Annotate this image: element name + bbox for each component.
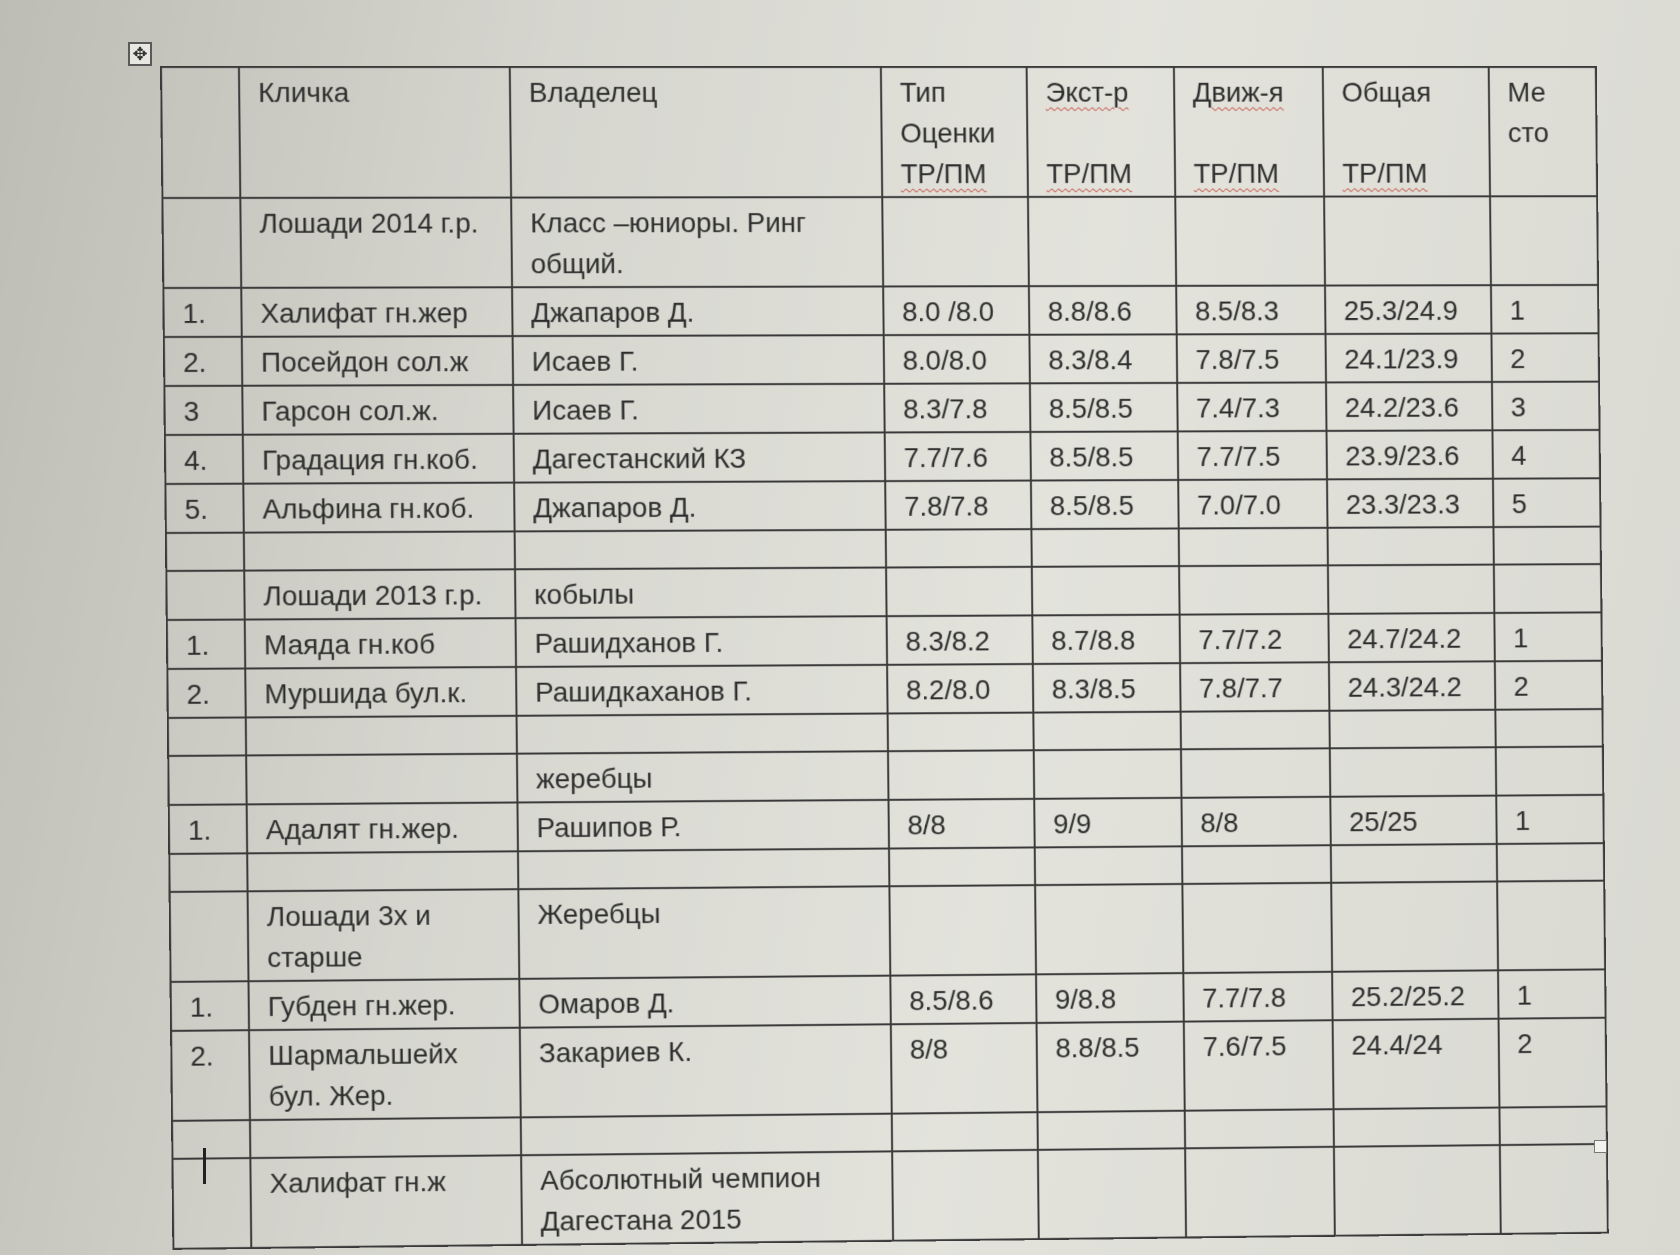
header-name: Кличка	[239, 67, 511, 198]
text-cursor	[203, 1148, 206, 1184]
cell-place: 4	[1492, 430, 1600, 479]
cell-place: 2	[1495, 661, 1603, 710]
cell-place: 1	[1494, 612, 1602, 661]
cell-name: Муршида бул.к.	[245, 667, 516, 718]
cell-owner	[517, 713, 888, 753]
cell-total: 25.2/25.2	[1332, 970, 1498, 1020]
cell-owner: Абсолютный чемпион Дагестана 2015	[521, 1151, 893, 1245]
cell-name	[247, 851, 518, 891]
cell-owner: Класс –юниоры. Ринг общий.	[511, 197, 883, 287]
cell-total: 25/25	[1330, 796, 1496, 846]
cell-type: 8.0/8.0	[884, 335, 1030, 384]
cell-num	[166, 533, 244, 571]
cell-num	[168, 755, 246, 805]
cell-ext	[1035, 884, 1183, 974]
cell-num: 2.	[164, 337, 242, 386]
cell-type: 8.2/8.0	[887, 664, 1033, 713]
cell-type: 8/8	[891, 1023, 1038, 1114]
cell-num	[172, 1120, 250, 1159]
cell-type	[888, 713, 1034, 752]
cell-place	[1497, 881, 1605, 971]
cell-owner: кобылы	[515, 568, 887, 619]
cell-place	[1499, 1106, 1606, 1145]
cell-num	[166, 571, 244, 620]
cell-owner: Закариев К.	[520, 1024, 892, 1117]
cell-place: 1	[1498, 969, 1606, 1018]
cell-type	[892, 1150, 1039, 1241]
cell-ext	[1034, 749, 1182, 799]
cell-move: 7.8/7.5	[1177, 334, 1326, 383]
cell-owner: Рашидкаханов Г.	[516, 665, 888, 716]
cell-name	[250, 1117, 521, 1158]
cell-ext: 9/8.8	[1036, 973, 1184, 1023]
cell-move	[1179, 528, 1328, 566]
cell-name: Лошади 3х и старше	[248, 889, 520, 981]
cell-name: Градация гн.коб.	[243, 434, 514, 484]
cell-name: Лошади 2013 г.р.	[244, 569, 515, 619]
cell-name	[244, 531, 515, 570]
cell-name: Гарсон сол.ж.	[242, 385, 513, 435]
cell-total: 23.3/23.3	[1327, 479, 1493, 528]
cell-owner: Джапаров Д.	[514, 481, 886, 531]
cell-move	[1181, 711, 1330, 750]
cell-move: 7.0/7.0	[1178, 479, 1327, 528]
cell-total	[1329, 710, 1495, 749]
section-row	[162, 196, 1598, 288]
cell-num	[168, 717, 246, 755]
cell-ext: 8.5/8.5	[1031, 480, 1179, 529]
cell-total: 23.9/23.6	[1327, 430, 1493, 479]
cell-owner: Исаев Г.	[513, 335, 885, 385]
cell-total	[1328, 565, 1494, 614]
cell-type	[882, 197, 1029, 287]
cell-ext	[1038, 1148, 1186, 1239]
cell-total: 24.2/23.6	[1326, 382, 1492, 431]
cell-name: Халифат гн.ж	[250, 1155, 522, 1248]
cell-name: Губден гн.жер.	[248, 979, 519, 1030]
table-move-handle-icon[interactable]: ✥	[128, 42, 152, 66]
cell-total: 24.1/23.9	[1326, 334, 1492, 383]
cell-name: Альфина гн.коб.	[243, 483, 514, 533]
cell-move	[1182, 883, 1332, 973]
cell-ext: 8.3/8.5	[1033, 663, 1181, 712]
cell-owner: Рашипов Р.	[517, 800, 889, 851]
cell-total	[1330, 747, 1496, 797]
cell-ext	[1031, 528, 1179, 566]
cell-num	[162, 198, 241, 288]
header-movement: Движ-я ТР/ПМ	[1174, 67, 1324, 197]
cell-total	[1324, 196, 1491, 285]
cell-type: 8.3/7.8	[884, 383, 1030, 432]
cell-ext	[1037, 1111, 1185, 1150]
cell-place: 2	[1491, 333, 1599, 382]
cell-move: 7.4/7.3	[1177, 382, 1326, 431]
cell-type	[889, 885, 1036, 976]
cell-type: 8.5/8.6	[890, 974, 1036, 1024]
cell-name	[246, 716, 517, 756]
cell-move	[1181, 748, 1330, 797]
cell-name	[246, 754, 517, 805]
cell-place	[1493, 527, 1600, 565]
cell-place	[1495, 709, 1602, 747]
cell-num: 1.	[167, 620, 245, 669]
cell-owner: Джапаров Д.	[512, 286, 884, 336]
cell-type: 8.0 /8.0	[883, 286, 1029, 335]
cell-ext	[1032, 566, 1180, 615]
cell-type	[886, 567, 1032, 616]
header-num	[161, 67, 240, 198]
cell-num: 4.	[165, 435, 243, 484]
cell-num	[170, 891, 249, 982]
cell-ext	[1033, 712, 1181, 751]
header-row	[161, 67, 1597, 198]
table-row	[164, 333, 1599, 386]
cell-owner: жеребцы	[517, 751, 889, 802]
cell-move: 8.5/8.3	[1176, 286, 1325, 335]
cell-name: Маяда гн.коб	[245, 618, 516, 668]
section-row	[172, 1144, 1607, 1249]
cell-place	[1500, 1144, 1608, 1234]
table-row	[171, 1018, 1606, 1121]
cell-num: 3	[164, 386, 242, 435]
cell-total	[1334, 1145, 1501, 1236]
cell-num: 2.	[171, 1030, 250, 1121]
cell-type	[892, 1112, 1038, 1151]
cell-place	[1497, 843, 1604, 881]
cell-ext: 8.8/8.5	[1037, 1022, 1185, 1113]
cell-type: 8.3/8.2	[887, 615, 1033, 664]
cell-ext: 8.5/8.5	[1030, 383, 1178, 432]
cell-ext	[1028, 197, 1176, 286]
cell-type	[886, 529, 1032, 567]
cell-num: 1.	[171, 981, 249, 1031]
cell-move	[1185, 1109, 1334, 1148]
header-total: Общая ТР/ПМ	[1323, 67, 1490, 197]
cell-total: 24.4/24	[1333, 1019, 1500, 1110]
cell-move: 7.7/7.5	[1178, 431, 1327, 480]
cell-type: 7.7/7.6	[885, 432, 1031, 481]
cell-num	[172, 1158, 251, 1249]
cell-num: 2.	[167, 669, 245, 718]
cell-place: 1	[1496, 795, 1604, 844]
results-table	[160, 66, 1609, 1250]
cell-type: 8/8	[888, 799, 1034, 849]
header-exterior: Экст-р ТР/ПМ	[1027, 67, 1176, 197]
cell-place: 5	[1493, 478, 1601, 527]
header-place: Ме сто	[1489, 67, 1597, 196]
cell-total	[1331, 844, 1497, 883]
cell-name: Адалят гн.жер.	[247, 802, 518, 853]
cell-place: 2	[1499, 1018, 1607, 1108]
cell-name: Лошади 2014 г.р.	[240, 198, 512, 288]
table-resize-handle[interactable]	[1594, 1140, 1607, 1153]
cell-type: 7.8/7.8	[885, 481, 1031, 530]
cell-ext: 8.3/8.4	[1029, 334, 1177, 383]
cell-move: 7.6/7.5	[1184, 1020, 1334, 1110]
header-owner: Владелец	[510, 67, 882, 198]
cell-num: 1.	[163, 288, 241, 337]
cell-owner: Жеребцы	[518, 886, 890, 979]
cell-name: Шармальшейх бул. Жер.	[249, 1028, 521, 1120]
cell-ext	[1035, 846, 1183, 885]
cell-move	[1185, 1147, 1335, 1238]
cell-owner: Исаев Г.	[513, 384, 885, 434]
cell-place: 1	[1491, 285, 1599, 334]
cell-place	[1496, 747, 1604, 796]
cell-owner	[518, 849, 889, 890]
cell-num: 5.	[165, 484, 243, 533]
cell-move	[1175, 197, 1325, 286]
cell-num	[169, 853, 247, 892]
cell-ext: 8.8/8.6	[1029, 286, 1177, 335]
cell-move: 7.7/7.2	[1180, 614, 1329, 663]
cell-total	[1331, 881, 1498, 971]
cell-move: 8/8	[1181, 797, 1330, 847]
cell-place: 3	[1492, 382, 1600, 431]
cell-total: 25.3/24.9	[1325, 285, 1491, 334]
table-row	[164, 382, 1599, 435]
section-row	[166, 564, 1601, 620]
cell-owner	[515, 530, 886, 570]
cell-owner: Омаров Д.	[519, 976, 891, 1028]
table-row	[165, 430, 1600, 484]
cell-total	[1328, 527, 1494, 565]
cell-name: Посейдон сол.ж	[242, 336, 513, 386]
cell-owner	[521, 1114, 892, 1156]
cell-type	[888, 750, 1034, 800]
section-row	[170, 881, 1605, 982]
cell-name: Халифат гн.жер	[241, 287, 512, 337]
cell-ext: 9/9	[1034, 798, 1182, 848]
cell-move	[1182, 845, 1331, 884]
cell-place	[1490, 196, 1598, 285]
cell-type	[889, 847, 1035, 886]
cell-move	[1179, 565, 1328, 614]
cell-total	[1334, 1108, 1500, 1147]
header-type: Тип Оценки ТР/ПМ	[881, 67, 1028, 197]
cell-move: 7.7/7.8	[1183, 972, 1332, 1022]
cell-owner: Дагестанский КЗ	[514, 432, 886, 482]
cell-total: 24.7/24.2	[1328, 613, 1494, 662]
cell-ext: 8.5/8.5	[1030, 431, 1178, 480]
cell-total: 24.3/24.2	[1329, 661, 1495, 710]
cell-place	[1494, 564, 1602, 613]
table-row	[165, 478, 1600, 533]
cell-move: 7.8/7.7	[1180, 662, 1329, 711]
table-row	[163, 285, 1598, 337]
cell-num: 1.	[169, 804, 247, 854]
cell-owner: Рашидханов Г.	[516, 616, 888, 667]
cell-ext: 8.7/8.8	[1032, 615, 1180, 664]
table-row	[167, 612, 1602, 669]
table-row	[167, 661, 1602, 718]
